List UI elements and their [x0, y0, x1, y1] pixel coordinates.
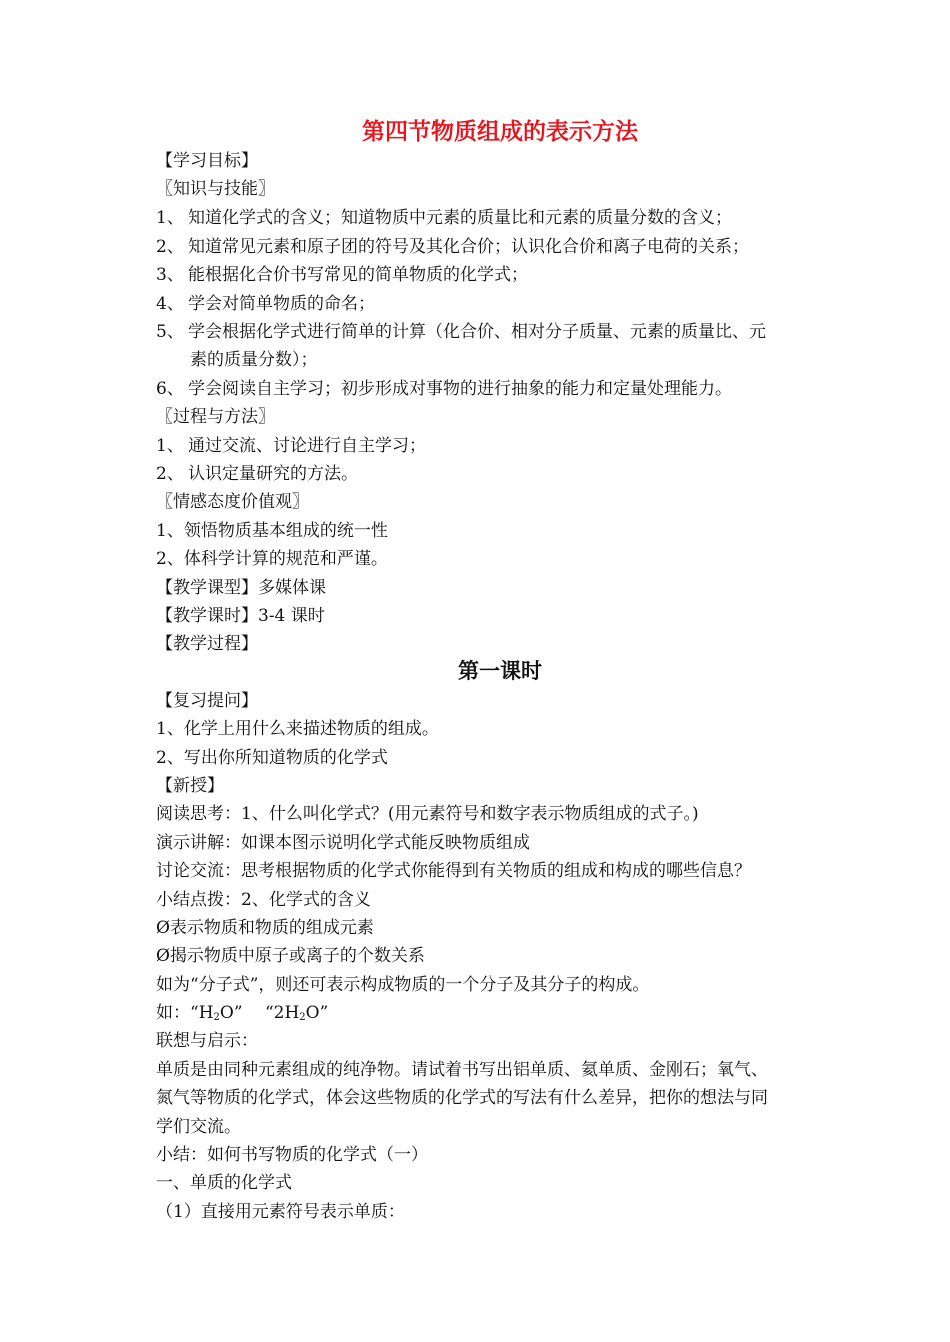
new-lesson-line: 小结：如何书写物质的化学式（一） [156, 1145, 428, 1165]
item-text: 学会阅读自主学习；初步形成对事物的进行抽象的能力和定量处理能力。 [188, 379, 732, 399]
item-number: 1、 [156, 208, 184, 228]
item-number: 1、 [156, 436, 184, 456]
knowledge-item-5 [156, 321, 856, 343]
lesson-hours: 【教学课时】3-4 课时 [156, 606, 325, 626]
new-lesson-heading: 【新授】 [156, 776, 224, 796]
section-title: 第一课时 [458, 659, 542, 683]
new-lesson-line: 单质是由同种元素组成的纯净物。请试着书写出铝单质、氦单质、金刚石；氧气、 [156, 1060, 768, 1080]
process-item-2 [156, 463, 856, 485]
item-number: 6、 [156, 379, 184, 399]
process-item-1 [156, 435, 856, 457]
new-lesson-line: 讨论交流：思考根据物质的化学式你能得到有关物质的组成和构成的哪些信息？ [156, 861, 751, 881]
new-lesson-line: 一、单质的化学式 [156, 1173, 292, 1193]
formula-example [156, 1002, 856, 1029]
item-text: 能根据化合价书写常见的简单物质的化学式； [188, 265, 528, 285]
item-number: 2、 [156, 237, 184, 257]
knowledge-heading: 〖知识与技能〗 [156, 179, 275, 199]
lesson-type: 【教学课型】多媒体课 [156, 578, 326, 598]
item-text: 知道化学式的含义；知道物质中元素的质量比和元素的质量分数的含义； [188, 208, 732, 228]
item-text: 学会对简单物质的命名； [188, 294, 375, 314]
review-heading: 【复习提问】 [156, 691, 258, 711]
knowledge-item-1 [156, 207, 856, 229]
item-text: 知道常见元素和原子团的符号及其化合价；认识化合价和离子电荷的关系； [188, 237, 749, 257]
new-lesson-line: 学们交流。 [156, 1117, 241, 1137]
new-lesson-line: Ø揭示物质中原子或离子的个数关系 [156, 946, 425, 966]
formula-part: 如：“H [156, 1003, 214, 1023]
item-text: 学会根据化学式进行简单的计算（化合价、相对分子质量、元素的质量比、元 [188, 322, 766, 342]
page-title: 第四节物质组成的表示方法 [362, 119, 638, 145]
item-text: 通过交流、讨论进行自主学习； [188, 436, 426, 456]
item-number: 2、 [156, 464, 184, 484]
item-number: 3、 [156, 265, 184, 285]
teaching-process-heading: 【教学过程】 [156, 634, 258, 654]
item-number: 5、 [156, 322, 184, 342]
emotion-item-1: 1、领悟物质基本组成的统一性 [156, 521, 388, 541]
review-item-1: 1、化学上用什么来描述物质的组成。 [156, 719, 439, 739]
formula-part: O” [305, 1003, 329, 1023]
process-heading: 〖过程与方法〗 [156, 407, 275, 427]
item-text: 认识定量研究的方法。 [188, 464, 358, 484]
new-lesson-line: Ø表示物质和物质的组成元素 [156, 918, 374, 938]
new-lesson-line: 联想与启示： [156, 1031, 258, 1051]
new-lesson-line: 演示讲解：如课本图示说明化学式能反映物质组成 [156, 833, 530, 853]
objectives-heading: 【学习目标】 [156, 151, 258, 171]
new-lesson-line: 氮气等物质的化学式，体会这些物质的化学式的写法有什么差异，把你的想法与同 [156, 1088, 768, 1108]
emotion-item-2: 2、体科学计算的规范和严谨。 [156, 549, 388, 569]
review-item-2: 2、写出你所知道物质的化学式 [156, 748, 388, 768]
formula-part: O” “2H [219, 1003, 300, 1023]
knowledge-item-3 [156, 264, 856, 286]
knowledge-item-4 [156, 293, 856, 315]
knowledge-item-5-continued: 素的质量分数）； [190, 350, 318, 370]
formula-subscript: 2 [213, 1012, 220, 1023]
knowledge-item-2 [156, 236, 856, 258]
new-lesson-line: 如为“分子式”，则还可表示构成物质的一个分子及其分子的构成。 [156, 975, 650, 995]
new-lesson-line: （1）直接用元素符号表示单质： [156, 1202, 405, 1222]
new-lesson-line: 小结点拨：2、化学式的含义 [156, 890, 371, 910]
new-lesson-line: 阅读思考：1、什么叫化学式？(用元素符号和数字表示物质组成的式子。) [156, 804, 699, 824]
knowledge-item-6 [156, 378, 856, 400]
formula-subscript: 2 [299, 1012, 306, 1023]
emotion-heading: 〖情感态度价值观〗 [156, 492, 309, 512]
item-number: 4、 [156, 294, 184, 314]
